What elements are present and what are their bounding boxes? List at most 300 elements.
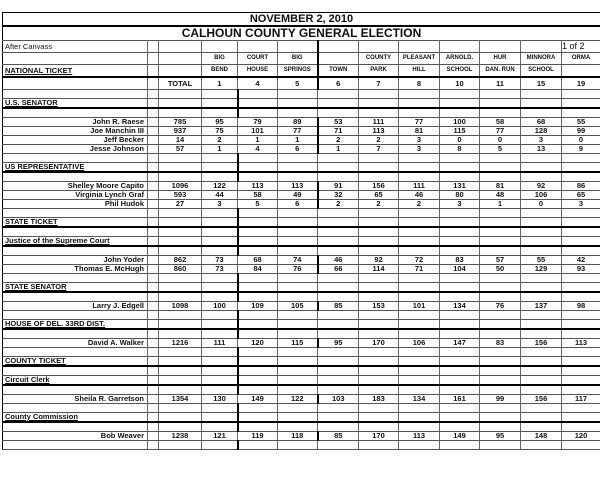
empty-cell xyxy=(399,237,440,247)
empty-cell xyxy=(278,237,318,247)
empty-cell xyxy=(399,154,440,163)
precinct-name-line2: SPRINGS xyxy=(278,65,318,78)
empty-cell xyxy=(562,246,600,256)
empty-cell xyxy=(440,172,480,182)
precinct-votes: 9 xyxy=(562,145,600,154)
precinct-name-line1: HUR xyxy=(480,53,521,65)
candidate-name: Larry J. Edgell xyxy=(3,302,148,311)
spacer-row xyxy=(3,108,600,118)
empty-cell xyxy=(148,395,159,404)
empty-cell xyxy=(318,41,359,53)
empty-cell xyxy=(159,283,202,293)
precinct-votes: 3 xyxy=(440,200,480,209)
empty-cell xyxy=(278,422,318,432)
section-heading xyxy=(3,413,148,423)
precinct-votes: 134 xyxy=(399,395,440,404)
precinct-votes: 129 xyxy=(521,265,562,274)
empty-cell xyxy=(202,274,238,283)
candidate-name: Sheila R. Garretson xyxy=(3,395,148,404)
empty-cell xyxy=(359,283,399,293)
empty-cell xyxy=(3,422,148,432)
empty-cell xyxy=(480,404,521,413)
empty-cell xyxy=(480,90,521,99)
empty-cell xyxy=(278,283,318,293)
empty-cell xyxy=(562,172,600,182)
candidate-total: 1096 xyxy=(159,182,202,191)
empty-cell xyxy=(399,366,440,376)
empty-cell xyxy=(148,385,159,395)
precinct-votes: 113 xyxy=(238,182,278,191)
empty-cell xyxy=(148,200,159,209)
precinct-votes: 42 xyxy=(562,256,600,265)
empty-cell xyxy=(3,441,148,450)
empty-cell xyxy=(399,274,440,283)
empty-cell xyxy=(278,246,318,256)
empty-cell xyxy=(399,41,440,53)
empty-cell xyxy=(159,53,202,65)
empty-cell xyxy=(318,348,359,357)
empty-cell xyxy=(318,357,359,367)
empty-cell xyxy=(148,339,159,348)
empty-cell xyxy=(359,385,399,395)
precinct-votes: 149 xyxy=(238,395,278,404)
empty-cell xyxy=(148,432,159,441)
empty-cell xyxy=(148,413,159,423)
empty-cell xyxy=(440,90,480,99)
precinct-votes: 170 xyxy=(359,432,399,441)
section-heading xyxy=(3,218,148,228)
empty-cell xyxy=(318,274,359,283)
empty-cell xyxy=(148,172,159,182)
empty-cell xyxy=(202,357,238,367)
section-heading xyxy=(3,237,148,247)
precinct-votes: 77 xyxy=(278,127,318,136)
section-heading xyxy=(3,357,148,367)
empty-cell xyxy=(159,218,202,228)
empty-cell xyxy=(278,209,318,218)
precinct-votes: 99 xyxy=(480,395,521,404)
empty-cell xyxy=(359,209,399,218)
empty-cell xyxy=(399,108,440,118)
empty-cell xyxy=(521,292,562,302)
empty-cell xyxy=(238,172,278,182)
precinct-votes: 148 xyxy=(521,432,562,441)
empty-cell xyxy=(3,53,148,65)
precinct-votes: 1 xyxy=(202,145,238,154)
precinct-number: 1 xyxy=(202,77,238,90)
empty-cell xyxy=(148,182,159,191)
precinct-votes: 86 xyxy=(562,182,600,191)
empty-cell xyxy=(318,292,359,302)
precinct-votes: 57 xyxy=(480,256,521,265)
empty-cell xyxy=(318,99,359,109)
empty-cell xyxy=(318,329,359,339)
candidate-total: 27 xyxy=(159,200,202,209)
precinct-votes: 134 xyxy=(440,302,480,311)
precinct-votes: 73 xyxy=(202,265,238,274)
empty-cell xyxy=(159,65,202,78)
precinct-votes: 111 xyxy=(202,339,238,348)
precinct-votes: 137 xyxy=(521,302,562,311)
empty-cell xyxy=(148,154,159,163)
empty-cell xyxy=(159,108,202,118)
empty-cell xyxy=(238,348,278,357)
precinct-votes: 85 xyxy=(318,432,359,441)
ticket-heading xyxy=(3,65,148,78)
empty-cell xyxy=(148,329,159,339)
precinct-votes: 114 xyxy=(359,265,399,274)
empty-cell xyxy=(359,237,399,247)
empty-cell xyxy=(480,172,521,182)
candidate-row xyxy=(3,145,600,154)
empty-cell xyxy=(440,154,480,163)
empty-cell xyxy=(440,320,480,330)
empty-cell xyxy=(562,376,600,386)
empty-cell xyxy=(440,108,480,118)
section-heading xyxy=(3,376,148,386)
empty-cell xyxy=(318,209,359,218)
section-heading-text: Justice of the Supreme Court xyxy=(5,236,110,245)
precinct-votes: 46 xyxy=(318,256,359,265)
empty-cell xyxy=(159,404,202,413)
precinct-votes: 156 xyxy=(359,182,399,191)
empty-cell xyxy=(278,376,318,386)
empty-cell xyxy=(148,218,159,228)
precinct-name-line1 xyxy=(318,53,359,65)
empty-cell xyxy=(278,329,318,339)
empty-cell xyxy=(440,366,480,376)
precinct-votes: 50 xyxy=(480,265,521,274)
empty-cell xyxy=(148,41,159,53)
precinct-votes: 130 xyxy=(202,395,238,404)
precinct-votes: 121 xyxy=(202,432,238,441)
empty-cell xyxy=(399,357,440,367)
empty-cell xyxy=(318,376,359,386)
empty-cell xyxy=(278,413,318,423)
empty-cell xyxy=(521,246,562,256)
empty-cell xyxy=(521,348,562,357)
empty-cell xyxy=(318,404,359,413)
empty-cell xyxy=(318,246,359,256)
precinct-votes: 0 xyxy=(521,200,562,209)
empty-cell xyxy=(359,413,399,423)
precinct-name-line1: COUNTY xyxy=(359,53,399,65)
precinct-votes: 77 xyxy=(399,118,440,127)
empty-cell xyxy=(278,172,318,182)
empty-cell xyxy=(3,209,148,218)
precinct-votes: 6 xyxy=(278,200,318,209)
candidate-total: 785 xyxy=(159,118,202,127)
empty-cell xyxy=(148,283,159,293)
empty-cell xyxy=(159,172,202,182)
empty-cell xyxy=(399,329,440,339)
empty-cell xyxy=(359,320,399,330)
precinct-votes: 113 xyxy=(359,127,399,136)
empty-cell xyxy=(3,108,148,118)
precinct-votes: 8 xyxy=(440,145,480,154)
empty-cell xyxy=(159,41,202,53)
empty-cell xyxy=(148,127,159,136)
empty-cell xyxy=(521,441,562,450)
empty-cell xyxy=(440,99,480,109)
empty-cell xyxy=(480,218,521,228)
empty-cell xyxy=(440,404,480,413)
empty-cell xyxy=(148,311,159,320)
empty-cell xyxy=(480,163,521,173)
candidate-total: 593 xyxy=(159,191,202,200)
precinct-votes: 68 xyxy=(238,256,278,265)
precinct-votes: 55 xyxy=(521,256,562,265)
section-heading-row xyxy=(3,376,600,386)
empty-cell xyxy=(480,227,521,237)
empty-cell xyxy=(399,218,440,228)
precinct-votes: 6 xyxy=(278,145,318,154)
section-heading-row xyxy=(3,237,600,247)
empty-cell xyxy=(440,422,480,432)
empty-cell xyxy=(159,320,202,330)
empty-cell xyxy=(521,311,562,320)
empty-cell xyxy=(278,274,318,283)
candidate-name: Shelley Moore Capito xyxy=(3,182,148,191)
empty-cell xyxy=(148,99,159,109)
empty-cell xyxy=(562,108,600,118)
empty-cell xyxy=(562,329,600,339)
empty-cell xyxy=(159,311,202,320)
empty-cell xyxy=(238,41,278,53)
empty-cell xyxy=(202,209,238,218)
empty-cell xyxy=(440,385,480,395)
empty-cell xyxy=(440,283,480,293)
empty-cell xyxy=(202,163,238,173)
empty-cell xyxy=(238,357,278,367)
empty-cell xyxy=(480,209,521,218)
empty-cell xyxy=(359,227,399,237)
empty-cell xyxy=(399,163,440,173)
empty-cell xyxy=(318,163,359,173)
precinct-votes: 117 xyxy=(562,395,600,404)
precinct-votes: 120 xyxy=(562,432,600,441)
empty-cell xyxy=(238,99,278,109)
precinct-votes: 131 xyxy=(440,182,480,191)
empty-cell xyxy=(159,209,202,218)
candidate-name: Phil Hudok xyxy=(3,200,148,209)
precinct-votes: 147 xyxy=(440,339,480,348)
empty-cell xyxy=(148,292,159,302)
empty-cell xyxy=(278,441,318,450)
precinct-number: 15 xyxy=(521,77,562,90)
empty-cell xyxy=(562,385,600,395)
empty-cell xyxy=(202,422,238,432)
precinct-name-line1: MINNORA xyxy=(521,53,562,65)
section-heading-text: STATE SENATOR xyxy=(5,282,67,291)
precinct-votes: 113 xyxy=(562,339,600,348)
empty-cell xyxy=(399,227,440,237)
precinct-votes: 49 xyxy=(278,191,318,200)
spacer-row xyxy=(3,366,600,376)
spacer-row xyxy=(3,246,600,256)
precinct-name-line1: BIG xyxy=(278,53,318,65)
empty-cell xyxy=(148,265,159,274)
empty-cell xyxy=(440,237,480,247)
empty-cell xyxy=(440,329,480,339)
precinct-votes: 115 xyxy=(278,339,318,348)
total-column-header: TOTAL xyxy=(159,77,202,90)
spacer-row xyxy=(3,311,600,320)
precinct-votes: 80 xyxy=(440,191,480,200)
precinct-votes: 72 xyxy=(399,256,440,265)
empty-cell xyxy=(238,237,278,247)
precinct-votes: 75 xyxy=(202,127,238,136)
precinct-votes: 170 xyxy=(359,339,399,348)
spacer-row xyxy=(3,154,600,163)
empty-cell xyxy=(562,357,600,367)
empty-cell xyxy=(359,311,399,320)
empty-cell xyxy=(238,329,278,339)
empty-cell xyxy=(278,311,318,320)
precinct-votes: 66 xyxy=(318,265,359,274)
empty-cell xyxy=(278,108,318,118)
empty-cell xyxy=(159,385,202,395)
candidate-total: 1216 xyxy=(159,339,202,348)
empty-cell xyxy=(359,366,399,376)
precinct-votes: 161 xyxy=(440,395,480,404)
empty-cell xyxy=(202,172,238,182)
empty-cell xyxy=(359,274,399,283)
section-heading-row xyxy=(3,320,600,330)
precinct-votes: 95 xyxy=(202,118,238,127)
precinct-votes: 113 xyxy=(399,432,440,441)
precinct-votes: 106 xyxy=(521,191,562,200)
empty-cell xyxy=(562,227,600,237)
empty-cell xyxy=(480,311,521,320)
precinct-name-line2: DAN. RUN xyxy=(480,65,521,78)
sheet-title: CALHOUN COUNTY GENERAL ELECTION xyxy=(2,25,600,40)
empty-cell xyxy=(359,348,399,357)
empty-cell xyxy=(440,441,480,450)
precinct-votes: 2 xyxy=(318,200,359,209)
empty-cell xyxy=(278,99,318,109)
empty-cell xyxy=(148,227,159,237)
precinct-votes: 53 xyxy=(318,118,359,127)
empty-cell xyxy=(159,163,202,173)
empty-cell xyxy=(278,90,318,99)
precinct-name-line2: HILL xyxy=(399,65,440,78)
empty-cell xyxy=(159,376,202,386)
precinct-votes: 93 xyxy=(562,265,600,274)
precinct-name-line2: SCHOOL xyxy=(521,65,562,78)
empty-cell xyxy=(440,292,480,302)
empty-cell xyxy=(238,218,278,228)
empty-cell xyxy=(359,441,399,450)
empty-cell xyxy=(359,163,399,173)
empty-cell xyxy=(562,292,600,302)
empty-cell xyxy=(202,404,238,413)
empty-cell xyxy=(440,218,480,228)
empty-cell xyxy=(562,311,600,320)
empty-cell xyxy=(202,99,238,109)
empty-cell xyxy=(399,385,440,395)
empty-cell xyxy=(318,422,359,432)
candidate-name: Joe Manchin III xyxy=(3,127,148,136)
precinct-votes: 55 xyxy=(562,118,600,127)
precinct-votes: 4 xyxy=(238,145,278,154)
empty-cell xyxy=(202,108,238,118)
precinct-number: 7 xyxy=(359,77,399,90)
candidate-row xyxy=(3,256,600,265)
spacer-row xyxy=(3,348,600,357)
empty-cell xyxy=(238,311,278,320)
section-heading-row xyxy=(3,218,600,228)
empty-cell xyxy=(480,283,521,293)
empty-cell xyxy=(318,311,359,320)
status-label: After Canvass xyxy=(3,41,148,53)
empty-cell xyxy=(521,376,562,386)
header-row-status xyxy=(3,41,600,53)
precinct-votes: 68 xyxy=(521,118,562,127)
empty-cell xyxy=(562,404,600,413)
empty-cell xyxy=(399,376,440,386)
results-table xyxy=(2,40,600,450)
empty-cell xyxy=(359,292,399,302)
empty-cell xyxy=(278,348,318,357)
empty-cell xyxy=(521,227,562,237)
empty-cell xyxy=(238,274,278,283)
empty-cell xyxy=(359,41,399,53)
precinct-votes: 58 xyxy=(238,191,278,200)
election-date: NOVEMBER 2, 2010 xyxy=(2,12,600,25)
empty-cell xyxy=(202,246,238,256)
section-heading-text: STATE TICKET xyxy=(5,217,58,226)
candidate-name: David A. Walker xyxy=(3,339,148,348)
empty-cell xyxy=(202,320,238,330)
empty-cell xyxy=(521,404,562,413)
empty-cell xyxy=(318,237,359,247)
empty-cell xyxy=(399,320,440,330)
precinct-name-line2 xyxy=(562,65,600,78)
empty-cell xyxy=(278,357,318,367)
empty-cell xyxy=(399,441,440,450)
precinct-votes: 153 xyxy=(359,302,399,311)
candidate-row xyxy=(3,200,600,209)
spacer-row xyxy=(3,422,600,432)
empty-cell xyxy=(202,292,238,302)
section-heading-text: US REPRESENTATIVE xyxy=(5,162,85,171)
spacer-row xyxy=(3,227,600,237)
spacer-row xyxy=(3,209,600,218)
precinct-votes: 3 xyxy=(521,136,562,145)
empty-cell xyxy=(480,274,521,283)
empty-cell xyxy=(359,218,399,228)
precinct-name-line2: BEND xyxy=(202,65,238,78)
empty-cell xyxy=(278,154,318,163)
precinct-votes: 95 xyxy=(480,432,521,441)
precinct-votes: 3 xyxy=(562,200,600,209)
empty-cell xyxy=(521,218,562,228)
precinct-votes: 122 xyxy=(278,395,318,404)
empty-cell xyxy=(202,329,238,339)
empty-cell xyxy=(480,348,521,357)
empty-cell xyxy=(521,209,562,218)
precinct-votes: 113 xyxy=(278,182,318,191)
precinct-votes: 109 xyxy=(238,302,278,311)
section-heading-text: Circuit Clerk xyxy=(5,375,50,384)
empty-cell xyxy=(3,311,148,320)
empty-cell xyxy=(3,77,148,90)
empty-cell xyxy=(3,274,148,283)
empty-cell xyxy=(480,376,521,386)
precinct-number: 8 xyxy=(399,77,440,90)
empty-cell xyxy=(238,283,278,293)
